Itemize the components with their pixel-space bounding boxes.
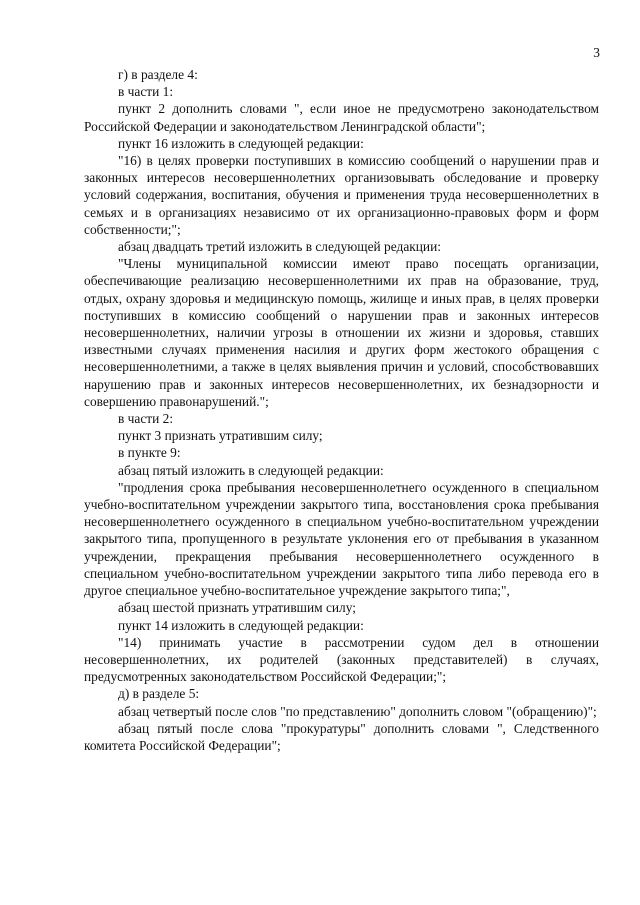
paragraph: "16) в целях проверки поступивших в комиссию сообщений о нарушении прав и законных интересов несовершеннолетних организовывать обследование и проверку условий содержания, воспитания, обучения и применения труда несовершеннолетних в семьях и в организациях независимо от их организационно-правовых форм и форм собственности;"; (84, 153, 599, 237)
paragraph: г) в разделе 4: (118, 67, 198, 82)
paragraph: абзац шестой признать утратившим силу; (118, 600, 356, 616)
paragraph: "продления срока пребывания несовершеннолетнего осужденного в специальном учебно-воспитательном учреждении закрытого типа, восстановления срока пребывания несовершеннолетнего осужденного в специальном учебно-воспитательном учреждении закрытого типа, пропущенного в результате уклонения его от пребывания в указанном учреждении, прекращения пребывания несовершеннолетнего осужденного в специальном учебно-воспитательном учреждении закрытого типа либо перевода его в другое специальное учебно-воспитательное учреждение закрытого типа;", (84, 479, 599, 599)
paragraph: "Члены муниципальной комиссии имеют право посещать организации, обеспечивающие реализацию несовершеннолетними их прав на образование, труд, отдых, охрану здоровья и медицинскую помощь, жилище и иных прав, в целях проверки поступивших в комиссию сообщений о нарушении прав и законных интересов несовершеннолетних, наличии угрозы в отношении их жизни и здоровья, ставших известными случаях применения насилия и других форм жестокого обращения с несовершеннолетними, а также в целях выявления причин и условий, способствовавших нарушению прав и законных интересов несовершеннолетних, их безнадзорности и совершению правонарушений."; (84, 256, 599, 409)
paragraph: пункт 2 дополнить словами ", если иное не предусмотрено законодательством Российской Федерации и законодательством Ленинградской области"; (84, 101, 599, 134)
paragraph: абзац пятый изложить в следующей редакции: (118, 462, 384, 478)
paragraph: "14) принимать участие в рассмотрении судом дел в отношении несовершеннолетних, их родителей (законных представителей) в случаях, предусмотренных законодательством Российской Федерации;"; (84, 634, 599, 685)
paragraph: в части 2: (118, 411, 174, 427)
paragraph: абзац пятый после слова "прокуратуры" дополнить словами ", Следственного комитета Российской Федерации"; (84, 720, 599, 753)
paragraph: абзац четвертый после слов "по представлению" дополнить словом "(обращению)"; (118, 703, 597, 719)
paragraph: в части 1: (118, 84, 174, 100)
page-number: 3 (593, 45, 600, 60)
paragraph: абзац двадцать третий изложить в следующей редакции: (118, 239, 441, 255)
paragraph: пункт 3 признать утратившим силу; (118, 428, 323, 444)
document-body (84, 66, 599, 754)
paragraph: пункт 14 изложить в следующей редакции: (118, 617, 364, 633)
paragraph: пункт 16 изложить в следующей редакции: (118, 135, 364, 151)
paragraph: д) в разделе 5: (118, 686, 200, 702)
paragraph: в пункте 9: (118, 445, 181, 461)
